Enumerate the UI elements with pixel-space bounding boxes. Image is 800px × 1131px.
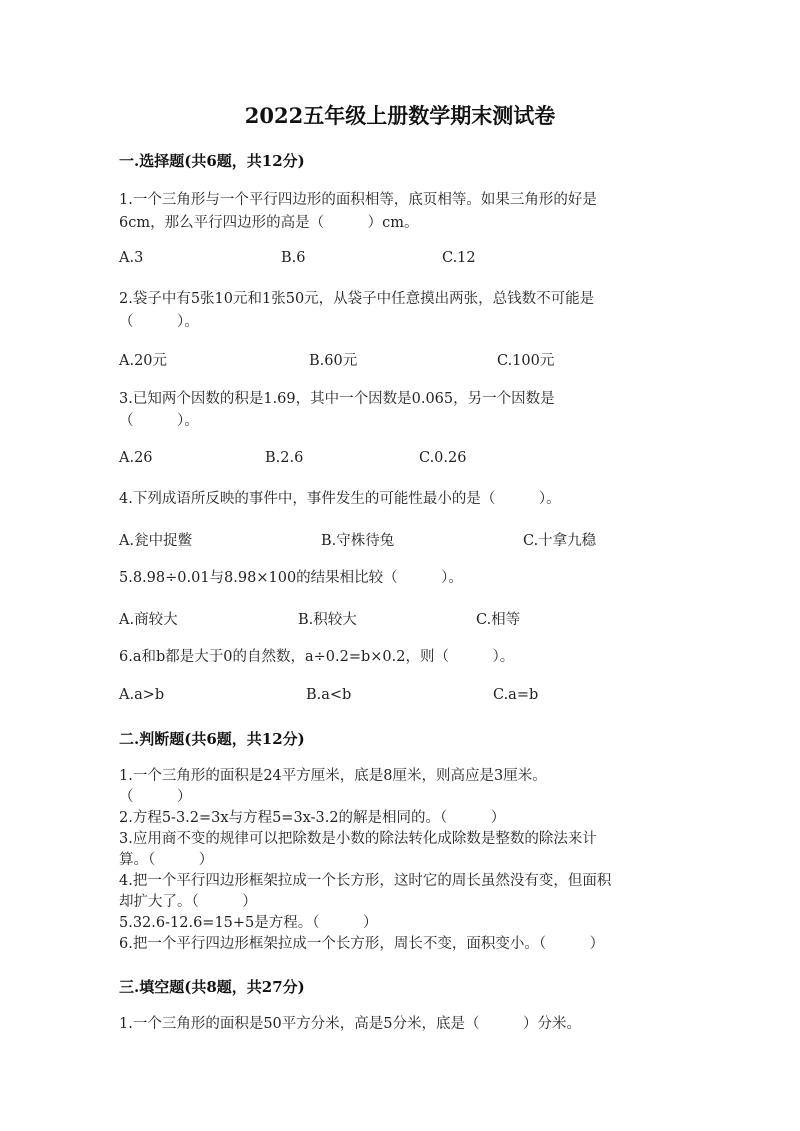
question-3-line-2: （ ）。 [119, 413, 199, 429]
question-2-option-c: C.100元 [497, 353, 555, 369]
question-2-line-1: 2.袋子中有5张10元和1张50元，从袋子中任意摸出两张，总钱数不可能是 [119, 291, 595, 307]
question-1-option-a: A.3 [119, 250, 144, 266]
judgement-line: 2.方程5-3.2=3x与方程5=3x-3.2的解是相同的。（ ） [119, 810, 506, 826]
question-2-option-b: B.60元 [309, 353, 358, 369]
question-6-line-1: 6.a和b都是大于0的自然数，a÷0.2=b×0.2，则（ ）。 [119, 649, 515, 665]
question-3-option-b: B.2.6 [265, 450, 304, 466]
question-1-option-b: B.6 [281, 250, 306, 266]
question-3-option-c: C.0.26 [419, 450, 467, 466]
question-3-line-1: 3.已知两个因数的积是1.69，其中一个因数是0.065，另一个因数是 [119, 391, 555, 407]
page-title: 2022五年级上册数学期末测试卷 [244, 103, 556, 128]
question-1-line-2: 6cm，那么平行四边形的高是（ ）cm。 [119, 215, 419, 231]
question-4-option-b: B.守株待兔 [321, 533, 395, 549]
question-6-option-b: B.a<b [306, 687, 352, 703]
judgement-line: 却扩大了。（ ） [119, 894, 257, 910]
question-4-option-c: C.十拿九稳 [523, 533, 597, 549]
judgement-line: （ ） [119, 789, 192, 805]
section-heading-choice: 一.选择题(共6题，共12分) [119, 152, 305, 170]
question-5-option-b: B.积较大 [298, 612, 357, 628]
judgement-line: 5.32.6-12.6=15+5是方程。（ ） [119, 915, 378, 931]
judgement-line: 6.把一个平行四边形框架拉成一个长方形，周长不变，面积变小。（ ） [119, 936, 605, 952]
question-2-line-2: （ ）。 [119, 314, 199, 330]
question-6-option-c: C.a=b [493, 687, 539, 703]
judgement-line: 3.应用商不变的规律可以把除数是小数的除法转化成除数是整数的除法来计 [119, 831, 597, 847]
question-1-option-c: C.12 [442, 250, 476, 266]
question-1-line-1: 1.一个三角形与一个平行四边形的面积相等，底页相等。如果三角形的好是 [119, 192, 597, 208]
question-4-option-a: A.瓮中捉鳖 [119, 533, 193, 549]
fill-in-question-1: 1.一个三角形的面积是50平方分米，高是5分米，底是（ ）分米。 [119, 1016, 582, 1032]
question-5-line-1: 5.8.98÷0.01与8.98×100的结果相比较（ ）。 [119, 570, 463, 586]
judgement-line: 4.把一个平行四边形框架拉成一个长方形，这时它的周长虽然没有变，但面积 [119, 873, 612, 889]
judgement-line: 1.一个三角形的面积是24平方厘米，底是8厘米，则高应是3厘米。 [119, 768, 547, 784]
question-2-option-a: A.20元 [119, 353, 168, 369]
question-4-line-1: 4.下列成语所反映的事件中，事件发生的可能性最小的是（ ）。 [119, 491, 561, 507]
section-heading-judgement: 二.判断题(共6题，共12分) [119, 730, 305, 748]
judgement-line: 算。（ ） [119, 852, 214, 868]
question-6-option-a: A.a>b [119, 687, 165, 703]
section-heading-fill-in: 三.填空题(共8题，共27分) [119, 978, 305, 996]
question-5-option-c: C.相等 [476, 612, 521, 628]
question-5-option-a: A.商较大 [119, 612, 178, 628]
question-3-option-a: A.26 [119, 450, 153, 466]
